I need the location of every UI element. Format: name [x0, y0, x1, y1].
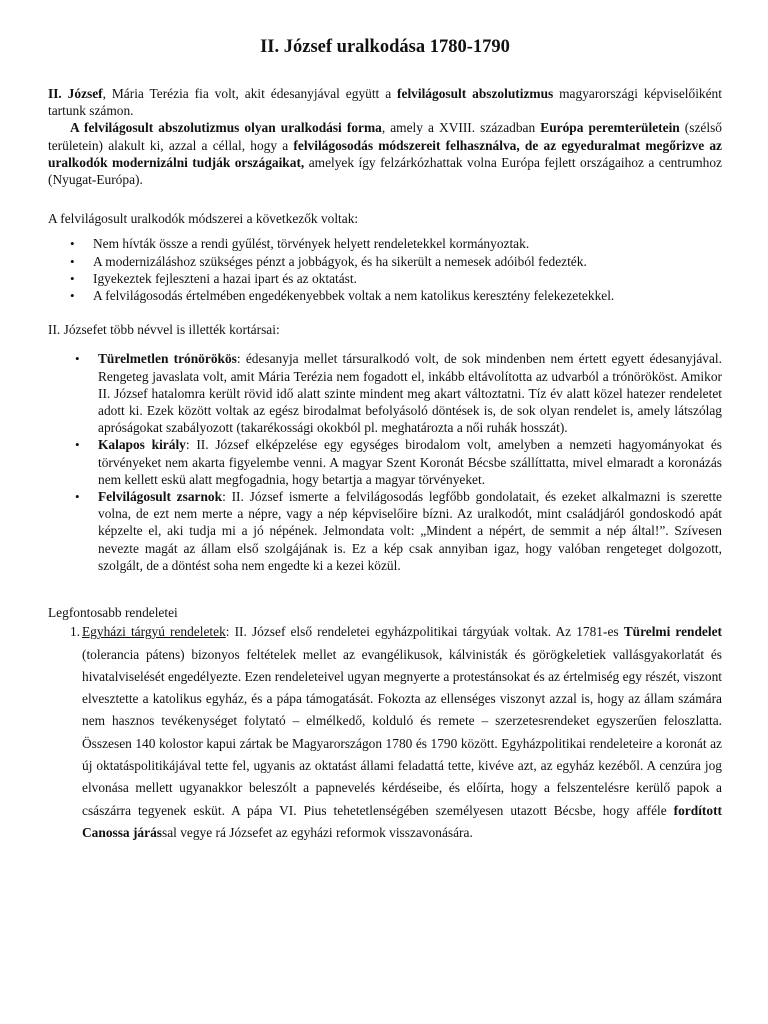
text-span: , Mária Terézia fia volt, akit édesanyjával együtt a: [102, 86, 398, 101]
bold-span: felvilágosult abszolutizmus: [397, 86, 554, 101]
document-page: [48, 36, 722, 844]
text-span: (tolerancia pátens) bizonyos feltételek mellet az evangélikusok, kálvinisták és görögkeletiek vallásgyakorlatát és hivatalviselését engedélyezte. Ezen rendeleteivel ugyan megnyerte a protestánsokat és az értelmiség egy részét, viszont elvesztette a katolikus egyház, és a pápa támogatását. Fokozta az ellenséges viszonyt azzal is, hogy az állam számára nem hasznos tevékenységet folytató – elmélkedő, kolduló és remete – szerzetesrendeket egyszerűen feloszlatta. Összesen 140 kolostor kapui zártak be Magyarországon 1780 és 1790 között. Egyházpolitikai rendeleteire a koronát az új oktatáspolitikájával tette fel, ugyanis az oktatást állami feladattá tette, kivéve azt, az egyház kezéből. A cenzúra jog elvonása mellett ugyanakkor beleszólt a papnevelés kérdéseibe, és előírta, hogy a felszentelésre kerülő papok a császárra tegyenek esküt. A pápa VI. Pius tehetetlenségében személyesen utazott Bécsbe, hogy afféle: [82, 646, 722, 818]
intro-paragraph-2: [48, 119, 722, 188]
list-item: [48, 436, 722, 488]
decrees-heading: Legfontosabb rendeletei: [48, 605, 178, 621]
list-number: 1.: [70, 624, 81, 640]
text-span: , amely a XVIII. században: [381, 120, 541, 136]
text-span: magyarországi képviselőiként tartunk számon.: [48, 86, 722, 119]
text-span: : II. József első rendeletei egyházpolitikai tárgyúak voltak. Az 1781-es: [225, 624, 624, 640]
term-bold: Türelmetlen trónörökös: [98, 351, 237, 367]
bold-span: felvilágosodás módszereit felhasználva, de az egyeduralmat megőrizve az uralkodók modernizálni tudják országaikat,: [48, 137, 722, 170]
page-title: II. József uralkodása 1780-1790: [260, 37, 510, 57]
bold-span: Türelmi rendelet: [623, 624, 722, 640]
bold-span: Európa peremterületein: [540, 120, 680, 136]
text-span: amelyek így felzárkózhattak volna Európa fejlett országaihoz a centrumhoz (Nyugat-Európa).: [48, 154, 723, 188]
decrees-list: [48, 621, 722, 844]
text-span: (szélső területein) alakult ki, azzal a céllal, hogy a: [48, 120, 722, 153]
bold-span: A felvilágosult abszolutizmus olyan uralkodási forma: [70, 120, 382, 136]
list-item: [48, 621, 722, 844]
term-text: : II. József elképzelése egy egységes birodalom volt, amelyben a nemzeti hagyományokat és törvényeket nem akarta figyelembe venni. A magyar Szent Koronát Bécsbe szállíttatta, mivel elmaradt a koronázás nem kellett eskü alatt megfogadnia, hogy betartja a magyar törvényeket.: [98, 437, 722, 487]
list-item: [48, 350, 722, 436]
term-bold: Felvilágosult zsarnok: [98, 489, 223, 505]
term-text: : édesanyja mellet társuralkodó volt, de sok mindenben nem értett egyett édesanyjával. Rengeteg javaslata volt, amit Mária Terézia nem fogadott el, inkább eltávolította az udvarból a trónörököst. Amikor II. József hatalomra került rövid idő alatt szinte mindent meg akart változtatni. Tíz év alatt közel hatezer rendeletet adott ki. Ezek között voltak az egész birodalmat befolyásoló döntések is, de sok olyan rendelet is, amely látszólag apróságokat szabályozott (takarékossági okokból pl. meghatározta a női ruhák hosszát).: [98, 351, 722, 436]
underlined-span: Egyházi tárgyú rendeletek: [82, 624, 226, 640]
term-bold: Kalapos király: [98, 437, 186, 453]
list-item: [48, 488, 722, 574]
methods-heading: A felvilágosult uralkodók módszerei a következők voltak:: [48, 211, 359, 227]
term-text: : II. József ismerte a felvilágosodás legfőbb gondolatait, és ezeket alkalmazni is szerette volna, de ezt nem merte a népre, vagy a nép képviselőire bízni. Az uralkodót, mint családjáról gondoskodó apát képzelte el, aki tudja mi a jó népének. Jelmondata volt: „Mindent a népért, de semmit a nép által!”. Szívesen nevezte magát az állam első szolgájának is. Ez a kép csak annyiban igaz, hogy valóban rengeteget dolgozott, szolgált, de a döntést soha nem engedte ki a kezei közül.: [98, 489, 722, 573]
bold-span: II. József: [48, 86, 103, 101]
names-list: [48, 350, 722, 574]
intro-paragraph-1: [48, 85, 722, 119]
bold-span: fordított Canossa járás: [82, 802, 722, 840]
list-item: • Igyekeztek fejleszteni a hazai ipart és az oktatást.: [48, 270, 722, 287]
methods-list: [48, 235, 722, 304]
list-item: • A modernizáláshoz szükséges pénzt a jobbágyok, és ha sikerült a nemesek adóiból fedezték.: [48, 253, 722, 270]
text-span: sal vegye rá Józsefet az egyházi reformok visszavonására.: [161, 824, 473, 840]
list-item: • Nem hívták össze a rendi gyűlést, törvények helyett rendeletekkel kormányoztak.: [48, 235, 722, 252]
names-heading: II. Józsefet több névvel is illették kortársai:: [48, 322, 280, 338]
list-item: • A felvilágosodás értelmében engedékenyebbek voltak a nem katolikus keresztény felekezetekkel.: [48, 287, 722, 304]
